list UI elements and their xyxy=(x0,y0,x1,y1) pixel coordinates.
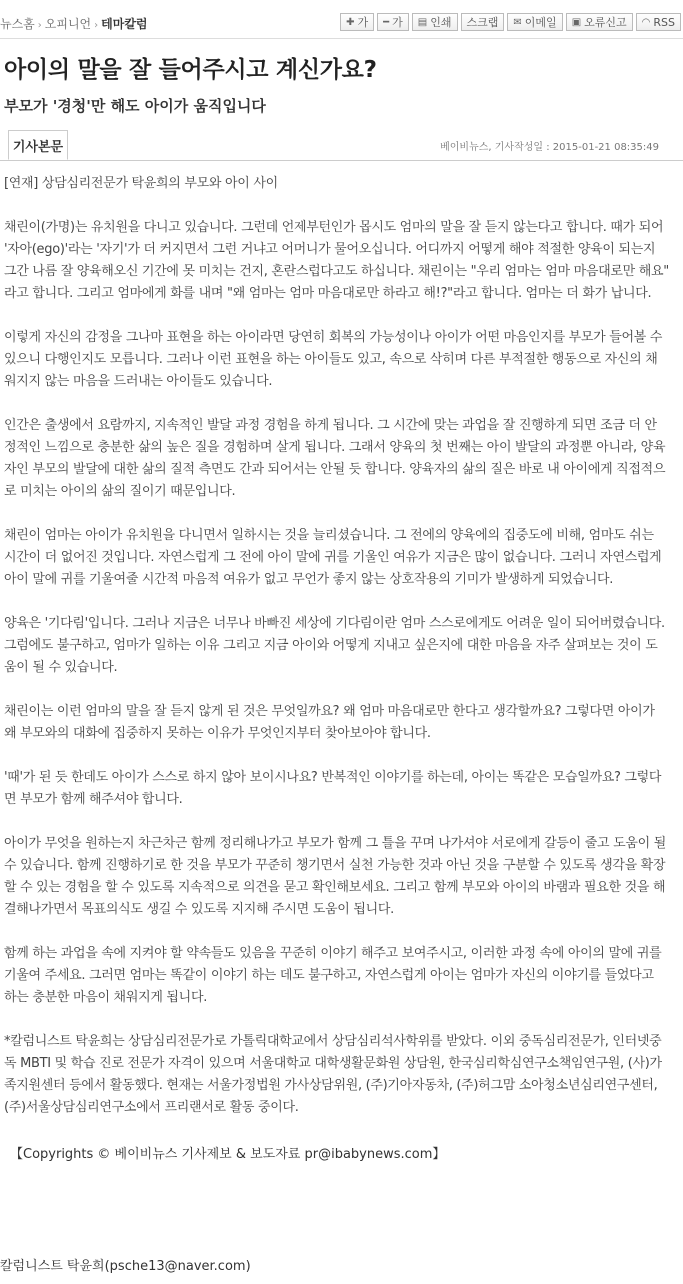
article-meta: 베이비뉴스, 기사작성일 : 2015-01-21 08:35:49 xyxy=(440,142,659,153)
article-body xyxy=(0,173,683,1119)
columnist-bio: *칼럼니스트 탁윤희는 상담심리전문가로 가톨릭대학교에서 상담심리석사학위를 받았다. 이외 중독심리전문가, 인터넷중독 MBTI 및 학습 진로 전문가 자격이 있으며 서울대학교 대학생활문화원 상담원, 한국심리학심연구소책임연구원, (사)가족지원센터 등에서 활동했다. 현재는 서울가정법원 가사상담위원, (주)기아자동차, (주)허그맘 소아청소년심리연구센터, (주)서울상담심리연구소에서 프리랜서로 활동 중이다. xyxy=(4,1034,662,1115)
top-bar xyxy=(0,0,683,39)
scrap-label: 스크랩 xyxy=(466,16,499,29)
error-report-icon: ▣ xyxy=(571,16,582,28)
tab-article-body[interactable]: 기사본문 xyxy=(8,130,68,160)
chevron-right-icon: › xyxy=(37,20,42,31)
author-byline: 칼럼니스트 탁윤희(psche13@naver.com) xyxy=(0,1259,251,1274)
print-label: 인쇄 xyxy=(430,16,452,29)
series-label: [연재] 상담심리전문가 탁윤희의 부모와 아이 사이 xyxy=(4,176,278,191)
breadcrumb-theme-column[interactable]: 테마칼럼 xyxy=(101,17,148,31)
plus-icon: ✚ xyxy=(346,16,355,28)
article-paragraph: 아이가 무엇을 원하는지 차근차근 함께 정리해나가고 부모가 함께 그 틀을 꾸며 나가셔야 서로에게 갈등이 줄고 도움이 될 수 있습니다. 함께 진행하기로 한 것을 부모가 꾸준히 챙기면서 실천 가능한 것과 아닌 것을 구분할 수 있도록 생각을 확장할 수 있는 경험을 할 수 있도록 지속적으로 의견을 묻고 확인해보세요. 그리고 함께 부모와 아이의 바램과 필요한 것을 해결해나가면서 목표의식도 생길 수 있도록 지지해 주시면 도움이 됩니다. xyxy=(4,836,666,917)
article-paragraph: 채린이 엄마는 아이가 유치원을 다니면서 일하시는 것을 늘리셨습니다. 그 전에의 양육에의 집중도에 비해, 엄마도 쉬는 시간이 더 없어진 것입니다. 자연스럽게 그 전에 아이 말에 귀를 기울인 여유가 지금은 많이 없습니다. 그러니 자연스럽게 아이 말에 귀를 기울여줄 시간적 마음적 여유가 없고 무언가 좋지 않는 상호작용의 기미가 발생하게 되었습니다. xyxy=(4,528,662,587)
minus-icon: ━ xyxy=(383,16,390,28)
rss-button[interactable] xyxy=(636,13,681,31)
rss-icon: ◠ xyxy=(641,16,651,28)
breadcrumb xyxy=(0,15,148,32)
article-paragraph: 이렇게 자신의 감정을 그나마 표현을 하는 아이라면 당연히 회복의 가능성이나 아이가 어떤 마음인지를 부모가 들어볼 수 있으니 다행인지도 모릅니다. 그러나 이런 표현을 하는 아이들도 있고, 속으로 삭히며 다른 부적절한 행동으로 자신의 채워지지 않는 마음을 드러내는 아이들도 있습니다. xyxy=(4,330,663,389)
article-paragraph: 채린이(가명)는 유치원을 다니고 있습니다. 그런데 언제부턴인가 몹시도 엄마의 말을 잘 듣지 않는다고 합니다. 때가 되어 '자아(ego)'라는 '자기'가 더 커지면서 그런 거냐고 어머니가 물어오십니다. 어디까지 어떻게 해야 적절한 양육이 되는지 그간 나름 잘 양육해오신 기간에 못 미치는 건지, 혼란스럽다고도 하십니다. 채린이는 "우리 엄마는 엄마 마음대로만 해요" 라고 합니다. 그리고 엄마에게 화를 내며 "왜 엄마는 엄마 마음대로만 하라고 해!?"라고 합니다. 엄마는 더 화가 납니다. xyxy=(4,220,669,301)
article-title: 아이의 말을 잘 들어주시고 계신가요? xyxy=(4,57,377,83)
font-decrease-button[interactable] xyxy=(377,13,409,31)
article-toolbar xyxy=(340,13,681,31)
article-paragraph: 인간은 출생에서 요람까지, 지속적인 발달 과정 경험을 하게 됩니다. 그 시간에 맞는 과업을 잘 진행하게 되면 조금 더 안정적인 느낌으로 충분한 삶의 높은 질을 경험하며 살게 됩니다. 그래서 양육의 첫 번째는 아이 발달의 과정뿐 아니라, 양육자인 부모의 발달에 대한 삶의 질적 측면도 간과 되어서는 안될 듯 합니다. 양육자의 삶의 질은 바로 내 아이에게 직접적으로 미치는 아이의 삶의 질이기 때문입니다. xyxy=(4,418,666,499)
email-icon: ✉ xyxy=(513,16,522,28)
breadcrumb-opinion[interactable]: 오피니언 xyxy=(44,17,92,31)
article-subtitle: 부모가 '경청'만 해도 아이가 움직입니다 xyxy=(4,97,266,115)
print-icon: ▤ xyxy=(417,16,428,28)
scrap-button[interactable] xyxy=(461,13,505,31)
rss-label: RSS xyxy=(653,15,675,29)
print-button[interactable] xyxy=(412,13,458,31)
email-button[interactable] xyxy=(507,13,562,31)
chevron-right-icon: › xyxy=(94,20,99,31)
font-increase-button[interactable] xyxy=(340,13,374,31)
article-tab-row xyxy=(0,130,683,161)
error-report-button[interactable] xyxy=(566,13,633,31)
breadcrumb-news-home[interactable]: 뉴스홈 xyxy=(0,17,35,31)
article-paragraph: 채린이는 이런 엄마의 말을 잘 듣지 않게 된 것은 무엇일까요? 왜 엄마 마음대로만 한다고 생각할까요? 그렇다면 아이가 왜 부모와의 대화에 집중하지 못하는 이유가 무엇인지부터 찾아보아야 합니다. xyxy=(4,704,655,741)
email-label: 이메일 xyxy=(524,16,557,29)
article-paragraph: 양육은 '기다림'입니다. 그러나 지금은 너무나 바빠진 세상에 기다림이란 엄마 스스로에게도 어려운 일이 되어버렸습니다. 그럼에도 불구하고, 엄마가 일하는 이유 그리고 지금 아이와 어떻게 지내고 싶은지에 대한 마음을 자주 살펴보는 것이 도움이 될 수 있습니다. xyxy=(4,616,665,675)
article-paragraph: 함께 하는 과업을 속에 지켜야 할 약속들도 있음을 꾸준히 이야기 해주고 보여주시고, 이러한 과정 속에 아이의 말에 귀를 기울여 주세요. 그러면 엄마는 똑같이 이야기 하는 데도 불구하고, 자연스럽게 아이는 엄마가 자신의 이야기를 들었다고 하는 충분한 마음이 채워지게 됩니다. xyxy=(4,946,662,1005)
font-increase-label: 가 xyxy=(357,16,369,29)
article-paragraph: '때'가 된 듯 한데도 아이가 스스로 하지 않아 보이시나요? 반복적인 이야기를 하는데, 아이는 똑같은 모습일까요? 그렇다면 부모가 함께 해주셔야 합니다. xyxy=(4,770,662,807)
error-report-label: 오류신고 xyxy=(584,16,627,29)
copyright-notice: 【Copyrights © 베이비뉴스 기사제보 & 보도자료 pr@ibabynews.com】 xyxy=(10,1147,446,1162)
font-decrease-label: 가 xyxy=(392,16,403,29)
